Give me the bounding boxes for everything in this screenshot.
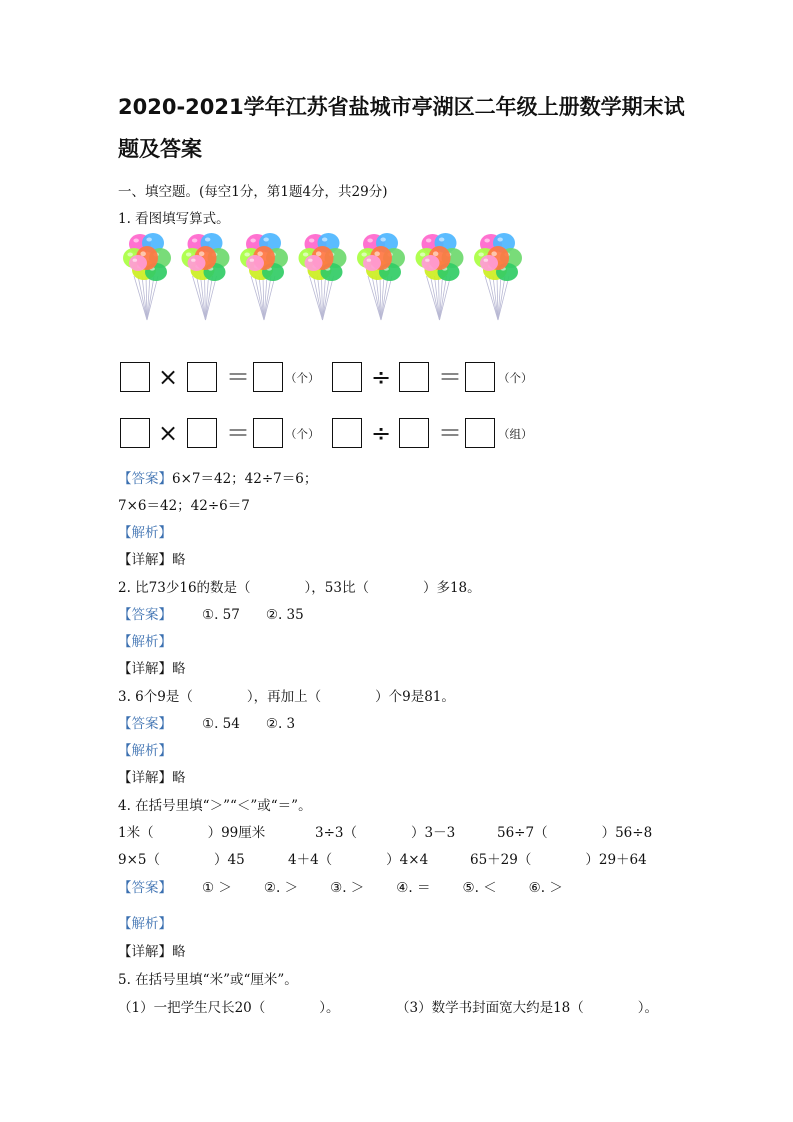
answer-box[interactable] <box>465 362 495 392</box>
answer-box[interactable] <box>120 362 150 392</box>
equals-sign: ＝ <box>438 419 462 447</box>
answer-box[interactable] <box>187 418 217 448</box>
doc-title-line1: 2020-2021学年江苏省盐城市亭湖区二年级上册数学期末试 <box>118 95 685 119</box>
detail-label: 【详解】略 <box>118 770 186 786</box>
q4-row-2-col-3: 65＋29（ ）29＋64 <box>470 852 647 868</box>
q4-row-1-col-2: 3÷3（ ）3－3 <box>315 825 456 841</box>
answer-label: 【答案】 <box>118 716 172 732</box>
answer-label: 【答案】 <box>118 880 172 896</box>
answer-box[interactable] <box>332 418 362 448</box>
q1-answer-line2: 7×6＝42；42÷6＝7 <box>118 498 250 514</box>
balloon-illustration <box>118 232 538 324</box>
answer-text: 6×7＝42；42÷7＝6； <box>172 471 318 487</box>
answer-box[interactable] <box>332 362 362 392</box>
answer-item: ①. 57 <box>202 607 240 623</box>
answer-item: ①. 54 <box>202 716 240 732</box>
balloon-group <box>182 233 230 320</box>
answer-box[interactable] <box>120 418 150 448</box>
analysis-label: 【解析】 <box>118 634 172 650</box>
balloon-group <box>299 233 347 320</box>
balloon-group <box>416 233 464 320</box>
answer-label: 【答案】 <box>118 471 172 487</box>
question-2-text: 2. 比73少16的数是（ ），53比（ ）多18。 <box>118 580 481 596</box>
answer-box[interactable] <box>399 418 429 448</box>
q2-answer <box>118 603 304 623</box>
answer-item: ① ＞ <box>202 880 232 896</box>
q1-answer <box>118 467 317 487</box>
q5-sub-3: （3）数学书封面宽大约是18（ ）。 <box>396 1000 659 1016</box>
equals-sign: ＝ <box>226 419 250 447</box>
analysis-label: 【解析】 <box>118 743 172 759</box>
analysis-label: 【解析】 <box>118 916 172 932</box>
answer-box[interactable] <box>399 362 429 392</box>
answer-item: ③. ＞ <box>330 880 365 896</box>
q4-row-1-col-3: 56÷7（ ）56÷8 <box>497 825 653 841</box>
q4-row-2-col-2: 4＋4（ ）4×4 <box>288 852 429 868</box>
answer-box[interactable] <box>465 418 495 448</box>
answer-item: ②. ＞ <box>263 880 299 896</box>
answer-box[interactable] <box>187 362 217 392</box>
answer-item: ⑤. ＜ <box>462 880 497 896</box>
q3-answer <box>118 712 295 732</box>
q4-row-1-col-1: 1米（ ）99厘米 <box>118 825 266 841</box>
detail-label: 【详解】略 <box>118 661 186 677</box>
balloon-groups <box>118 232 538 324</box>
unit-label: （个） <box>285 371 320 385</box>
question-1-text: 1. 看图填写算式。 <box>118 211 230 227</box>
analysis-label: 【解析】 <box>118 525 172 541</box>
answer-item: ④. ＝ <box>396 880 431 896</box>
q4-answer <box>118 876 563 896</box>
question-5-text: 5. 在括号里填“米”或“厘米”。 <box>118 972 298 988</box>
q4-row-2-col-1: 9×5（ ）45 <box>118 852 245 868</box>
answer-item: ⑥. ＞ <box>528 880 563 896</box>
balloon-group <box>123 233 171 320</box>
detail-label: 【详解】略 <box>118 552 186 568</box>
divide-sign: ÷ <box>371 419 392 447</box>
question-3-text: 3. 6个9是（ ），再加上（ ）个9是81。 <box>118 689 455 705</box>
doc-title-line2: 题及答案 <box>118 137 202 161</box>
answer-item: ②. 3 <box>265 716 296 732</box>
divide-sign: ÷ <box>371 363 392 391</box>
balloon-group <box>240 233 288 320</box>
multiply-sign: × <box>158 363 179 391</box>
unit-label: （个） <box>285 427 320 441</box>
q5-sub-1: （1）一把学生尺长20（ ）。 <box>118 1000 340 1016</box>
section-heading: 一、填空题。(每空1分，第1题4分，共29分) <box>118 184 388 200</box>
unit-label: （组） <box>498 427 533 441</box>
answer-label: 【答案】 <box>118 607 172 623</box>
answer-item: ②. 35 <box>265 607 304 623</box>
answer-box[interactable] <box>253 418 283 448</box>
balloon-group <box>474 233 522 320</box>
answer-box[interactable] <box>253 362 283 392</box>
multiply-sign: × <box>158 419 179 447</box>
equals-sign: ＝ <box>226 363 250 391</box>
unit-label: （个） <box>498 371 533 385</box>
equals-sign: ＝ <box>438 363 462 391</box>
detail-label: 【详解】略 <box>118 944 186 960</box>
question-4-text: 4. 在括号里填“＞”“＜”或“＝”。 <box>118 798 312 814</box>
balloon-group <box>357 233 405 320</box>
